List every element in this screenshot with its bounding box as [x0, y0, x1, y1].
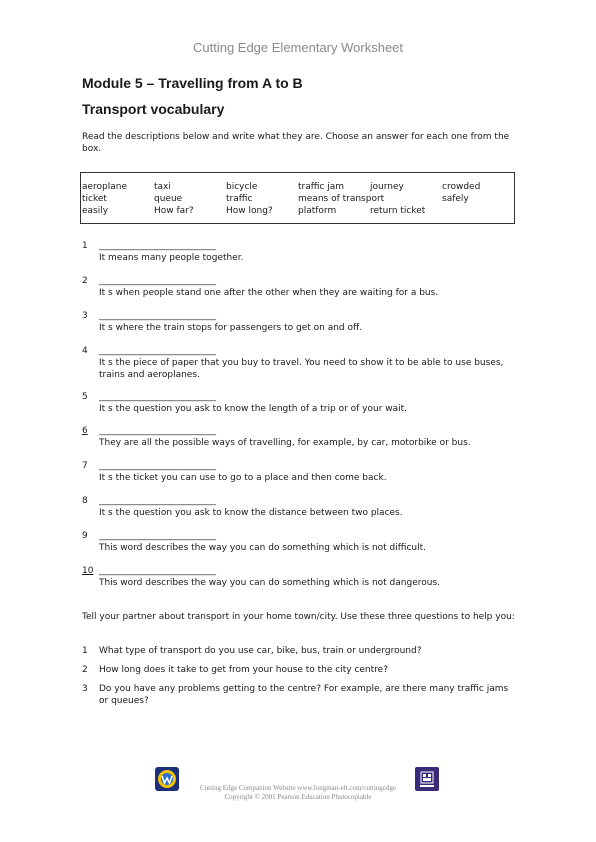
answer-blank[interactable]: __________________________ [99, 426, 216, 436]
question-number: 1 [82, 646, 88, 656]
word-box-item: bicycle [226, 182, 258, 192]
word-box-item: platform [298, 206, 337, 216]
section-title: Transport vocabulary [82, 101, 225, 117]
exercise-instructions: Read the descriptions below and write what they are. Choose an answer for each one from the box. [82, 132, 510, 154]
question-number: 3 [82, 684, 88, 694]
word-box-item: means of transport [298, 194, 385, 204]
word-box-item: crowded [442, 182, 481, 192]
answer-blank[interactable]: __________________________ [99, 566, 216, 576]
word-box-item: taxi [154, 182, 171, 192]
item-number: 9 [82, 531, 88, 541]
question-number: 2 [82, 665, 88, 675]
item-number: 10 [82, 566, 94, 576]
answer-blank[interactable]: __________________________ [99, 346, 216, 356]
word-box [80, 172, 515, 224]
item-description: They are all the possible ways of travelling, for example, by car, motorbike or bus. [99, 438, 471, 448]
word-box-item: easily [82, 206, 109, 216]
question-text: What type of transport do you use car, bike, bus, train or underground? [99, 646, 422, 656]
item-number: 4 [82, 346, 88, 356]
answer-blank[interactable]: __________________________ [99, 392, 216, 402]
worksheet-header: Cutting Edge Elementary Worksheet [192, 40, 404, 55]
item-number: 3 [82, 311, 88, 321]
speaking-instructions: Tell your partner about transport in your home town/city. Use these three questions to help you: [82, 612, 515, 622]
item-description: It means many people together. [99, 253, 244, 263]
answer-blank[interactable]: __________________________ [99, 241, 216, 251]
answer-blank[interactable]: __________________________ [99, 461, 216, 471]
item-description: It s the question you ask to know the distance between two places. [99, 508, 403, 518]
question-text: Do you have any problems getting to the centre? For example, are there many traffic jams or queues? [99, 684, 509, 706]
answer-blank[interactable]: __________________________ [99, 496, 216, 506]
word-box-item: traffic [226, 194, 253, 204]
module-title: Module 5 – Travelling from A to B [82, 75, 303, 91]
answer-blank[interactable]: __________________________ [99, 276, 216, 286]
item-description: This word describes the way you can do something which is not difficult. [99, 543, 427, 553]
word-box-item: return ticket [370, 206, 426, 216]
answer-blank[interactable]: __________________________ [99, 311, 216, 321]
word-box-item: queue [154, 194, 183, 204]
item-description: It s the piece of paper that you buy to travel. You need to show it to be able to use buses, trains and aeroplanes. [99, 358, 504, 380]
word-box-item: traffic jam [298, 182, 345, 192]
item-description: This word describes the way you can do something which is not dangerous. [99, 578, 441, 588]
footer-website: Cutting Edge Companion Website www.longman-elt.com/cuttingedge [200, 784, 396, 792]
item-description: It s when people stand one after the other when they are waiting for a bus. [99, 288, 439, 298]
item-number: 5 [82, 392, 88, 402]
page-footer [0, 784, 596, 802]
word-box-item: safely [442, 194, 469, 204]
item-number: 1 [82, 241, 88, 251]
word-box-item: How long? [226, 206, 273, 216]
item-number: 8 [82, 496, 88, 506]
word-box-item: aeroplane [82, 182, 128, 192]
question-text: How long does it take to get from your house to the city centre? [99, 665, 388, 675]
item-description: It s where the train stops for passengers to get on and off. [99, 323, 363, 333]
answer-blank[interactable]: __________________________ [99, 531, 216, 541]
item-number: 7 [82, 461, 88, 471]
item-number: 2 [82, 276, 88, 286]
item-description: It s the question you ask to know the length of a trip or of your wait. [99, 404, 408, 414]
word-box-item: ticket [82, 194, 107, 204]
word-box-item: How far? [154, 206, 194, 216]
item-description: It s the ticket you can use to go to a place and then come back. [99, 473, 387, 483]
footer-copyright: Copyright © 2001 Pearson Education Photocopiable [224, 793, 372, 801]
item-number: 6 [82, 426, 88, 436]
word-box-item: journey [370, 182, 404, 192]
